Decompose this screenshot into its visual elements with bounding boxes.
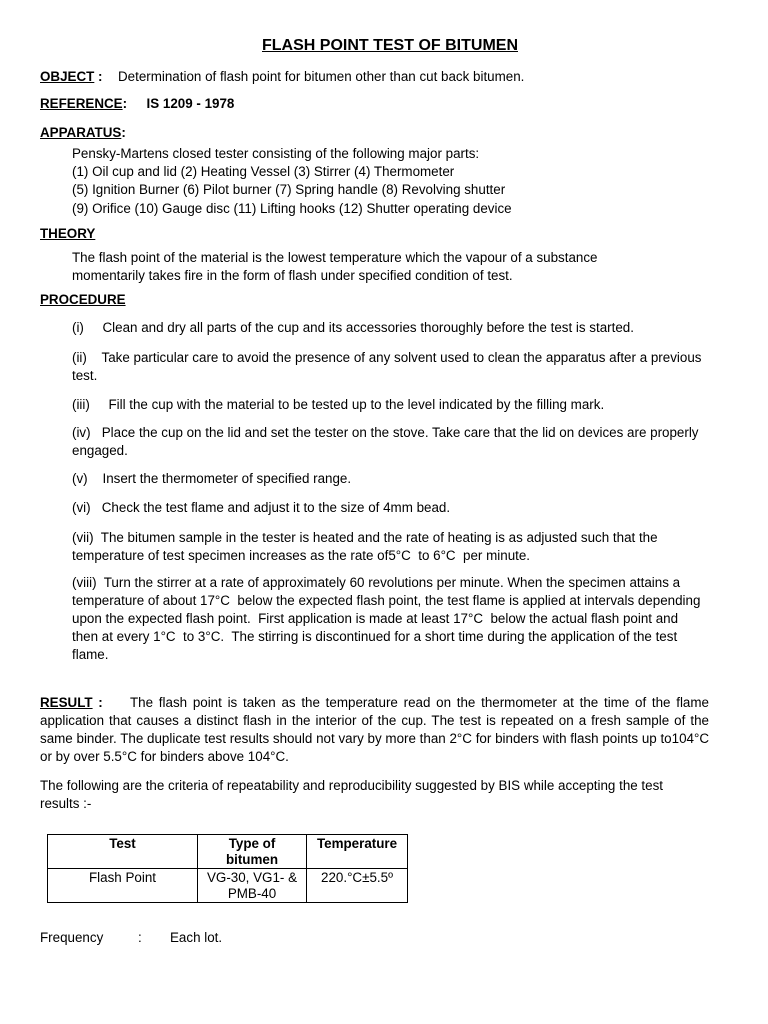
table-cell-temperature: 220.°C±5.5º — [307, 869, 408, 903]
apparatus-heading — [40, 124, 126, 142]
procedure-step: (v) Insert the thermometer of specified range. — [72, 471, 352, 486]
apparatus-separator: : — [121, 125, 126, 140]
object-text: Determination of flash point for bitumen other than cut back bitumen. — [117, 69, 525, 84]
procedure-step: (i) Clean and dry all parts of the cup and its accessories thoroughly before the test is started. — [72, 320, 634, 335]
frequency-separator: : — [138, 930, 142, 945]
page-title: FLASH POINT TEST OF BITUMEN — [262, 37, 518, 54]
theory-text: The flash point of the material is the lowest temperature which the vapour of a substance momentarily takes fire in the form of flash under specified condition of test. — [72, 250, 598, 283]
result-paragraph — [40, 694, 709, 766]
procedure-step: (iv) Place the cup on the lid and set the tester on the stove. Take care that the lid on devices are properly engaged. — [72, 425, 703, 458]
frequency-value: Each lot. — [170, 930, 223, 945]
reference-separator: : — [122, 96, 128, 111]
procedure-step: (vi) Check the test flame and adjust it to the size of 4mm bead. — [72, 500, 451, 515]
table-cell-test: Flash Point — [48, 869, 198, 903]
table-header-row — [48, 835, 408, 869]
table-row — [48, 869, 408, 903]
apparatus-line: Pensky-Martens closed tester consisting of the following major parts: — [72, 146, 480, 161]
procedure-heading: PROCEDURE — [40, 292, 126, 307]
reference-text: IS 1209 - 1978 — [146, 96, 235, 111]
object-row — [40, 68, 524, 86]
object-label: OBJECT — [40, 69, 95, 84]
result-label: RESULT — [40, 695, 93, 710]
apparatus-line: (1) Oil cup and lid (2) Heating Vessel (3) Stirrer (4) Thermometer — [72, 164, 455, 179]
result-text: The flash point is taken as the temperature read on the thermometer at the time of the flame application that causes a distinct flash in the interior of the cup. The test is repeated on a fresh sample of the same binder. The duplicate test results should not vary by more than 2°C for binders with flash points up to104°C or by over 5.5°C for binders above 104°C. — [40, 695, 709, 764]
apparatus-line: (9) Orifice (10) Gauge disc (11) Lifting hooks (12) Shutter operating device — [72, 201, 512, 216]
result-separator: : — [92, 695, 103, 710]
reference-row — [40, 95, 234, 113]
table-header-type: Type of bitumen — [198, 835, 307, 869]
apparatus-label: APPARATUS — [40, 125, 122, 140]
procedure-step: (iii) Fill the cup with the material to be tested up to the level indicated by the filling mark. — [72, 397, 605, 412]
criteria-table — [47, 834, 408, 903]
procedure-step: (ii) Take particular care to avoid the presence of any solvent used to clean the apparatus after a previous test. — [72, 350, 706, 383]
theory-heading: THEORY — [40, 226, 96, 241]
table-header-test: Test — [48, 835, 198, 869]
reference-label: REFERENCE — [40, 96, 123, 111]
table-header-temperature: Temperature — [307, 835, 408, 869]
frequency-label: Frequency — [40, 930, 104, 945]
procedure-step: (viii) Turn the stirrer at a rate of approximately 60 revolutions per minute. When the specimen attains a temperature of about 17°C below the expected flash point, the test flame is applied at intervals depending upon the expected flash point. First application is made at least 17°C below the actual flash point and then at every 1°C to 3°C. The stirring is discontinued for a short time during the application of the test flame. — [72, 575, 705, 662]
apparatus-line: (5) Ignition Burner (6) Pilot burner (7) Spring handle (8) Revolving shutter — [72, 182, 506, 197]
table-cell-type: VG-30, VG1- & PMB-40 — [198, 869, 307, 903]
criteria-text: The following are the criteria of repeatability and reproducibility suggested by BIS while accepting the test results :- — [40, 778, 664, 811]
object-separator: : — [94, 69, 103, 84]
procedure-step: (vii) The bitumen sample in the tester is heated and the rate of heating is as adjusted such that the temperature of test specimen increases as the rate of5°C to 6°C per minute. — [72, 530, 662, 563]
